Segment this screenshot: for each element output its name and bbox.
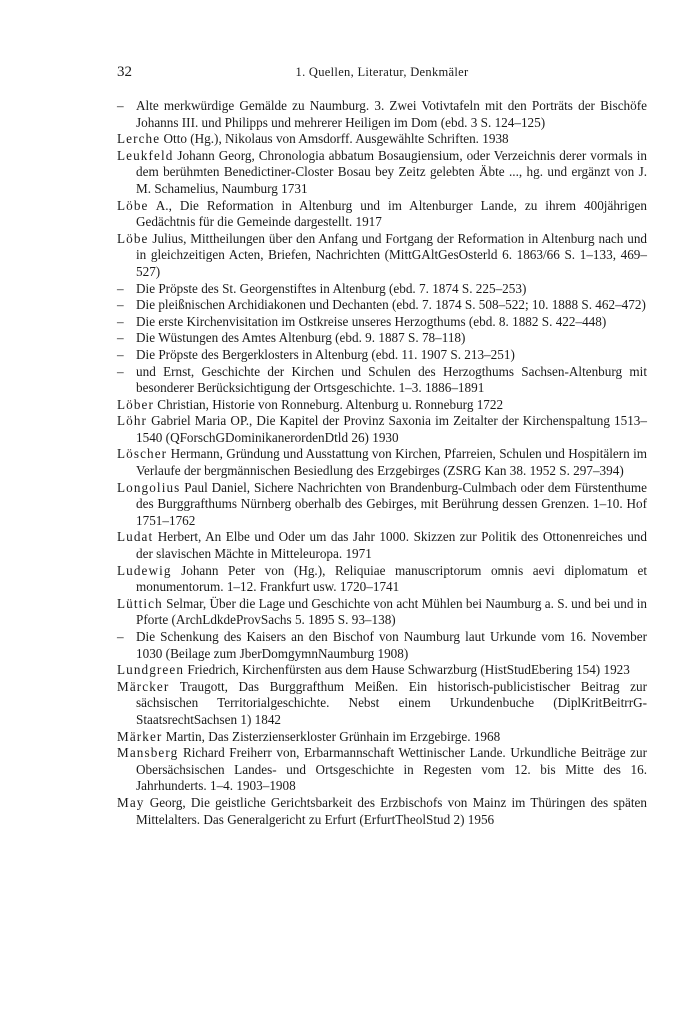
entry-author: Ludat xyxy=(117,529,154,545)
bibliography-entry xyxy=(117,364,647,397)
bibliography-entry xyxy=(117,397,647,414)
entry-author: Märker xyxy=(117,728,163,744)
entry-author: Löbe xyxy=(117,197,149,213)
bibliography-entry xyxy=(117,745,647,795)
bibliography-entry xyxy=(117,131,647,148)
entry-text: Gabriel Maria OP., Die Kapitel der Provinz Saxonia im Zeitalter der Kirchenspaltung 1513–1540 (QForschGDominikanerordenDtld 26) 1930 xyxy=(136,413,647,445)
bibliography-entry xyxy=(117,729,647,746)
bibliography-entry xyxy=(117,446,647,479)
entry-text: Johann Georg, Chronologia abbatum Bosaugiensium, oder Verzeichnis derer vormals in dem berühmten Benedictiner-Closter Bosau bey Zeitz gelebten Äbte ..., hg. und ergänzt von J. M. Schamelius, Naumburg 1731 xyxy=(136,147,648,196)
bibliography-entry xyxy=(117,347,647,364)
entry-text: Richard Freiherr von, Erbarmannschaft Wettinischer Lande. Urkundliche Beiträge zur Obersächsischen Landes- und Ortsgeschichte in Regesten vom 12. bis Mitte des 16. Jahrhunderts. 1–4. 1903–1908 xyxy=(136,745,647,794)
entry-text: Julius, Mittheilungen über den Anfang und Fortgang der Reformation in Altenburg nach und in gleichzeitigen Acten, Briefen, Nachrichten (MittGAltGesOsterld 6. 1863/66 S. 1–133, 469–527) xyxy=(136,230,648,279)
entry-text: und Ernst, Geschichte der Kirchen und Schulen des Herzogthums Sachsen-Altenburg mit besonderer Berücksichtigung der Ortsgeschichte. 1–3. 1886–1891 xyxy=(136,363,647,396)
entry-author: Longolius xyxy=(117,479,181,495)
bibliography-entry xyxy=(117,198,647,231)
entry-text: Die Wüstungen des Amtes Altenburg (ebd. 9. 1887 S. 78–118) xyxy=(136,330,466,346)
page-number: 32 xyxy=(117,64,132,80)
bibliography-entry xyxy=(117,662,647,679)
entry-author: Lundgreen xyxy=(117,662,185,678)
continuation-dash: – xyxy=(117,363,124,379)
continuation-dash: – xyxy=(117,313,124,329)
bibliography-entry xyxy=(117,679,647,729)
continuation-dash: – xyxy=(117,346,124,362)
entry-text: Traugott, Das Burggrafthum Meißen. Ein historisch-publicistischer Beitrag zur sächsischen Territorialgeschichte. Nebst einem Urkundenbuche (DiplKritBeitrrG-StaatsrechtSachsen 1) 1842 xyxy=(136,678,647,727)
bibliography-entry xyxy=(117,563,647,596)
entry-text: Otto (Hg.), Nikolaus von Amsdorff. Ausgewählte Schriften. 1938 xyxy=(163,131,509,147)
continuation-dash: – xyxy=(117,629,124,644)
bibliography-entry xyxy=(117,314,647,331)
entry-text: Georg, Die geistliche Gerichtsbarkeit des Erzbischofs von Mainz im Thüringen des späten Mittelalters. Das Generalgericht zu Erfurt (ErfurtTheolStud 2) 1956 xyxy=(136,794,647,827)
entry-author: Lerche xyxy=(117,131,161,147)
bibliography-entry xyxy=(117,231,647,281)
entry-author: Löhr xyxy=(117,413,148,429)
entry-text: Die erste Kirchenvisitation im Ostkreise unseres Herzogthums (ebd. 8. 1882 S. 422–448) xyxy=(136,313,607,329)
bibliography-entry xyxy=(117,413,647,446)
entry-author: May xyxy=(117,794,145,810)
continuation-dash: – xyxy=(117,98,124,113)
bibliography-entry xyxy=(117,330,647,347)
continuation-dash: – xyxy=(117,297,124,313)
entry-text: Die Pröpste des St. Georgenstiftes in Altenburg (ebd. 7. 1874 S. 225–253) xyxy=(136,280,527,296)
entry-author: Leukfeld xyxy=(117,147,174,163)
entry-text: Christian, Historie von Ronneburg. Altenburg u. Ronneburg 1722 xyxy=(157,396,504,412)
running-head: 1. Quellen, Literatur, Denkmäler xyxy=(295,65,469,79)
page-header xyxy=(117,64,647,84)
bibliography-list xyxy=(117,98,647,828)
bibliography-entry xyxy=(117,297,647,314)
bibliography-entry xyxy=(117,148,647,198)
bibliography-entry xyxy=(117,281,647,298)
entry-author: Ludewig xyxy=(117,562,172,578)
entry-text: Friedrich, Kirchenfürsten aus dem Hause Schwarzburg (HistStudEbering 154) 1923 xyxy=(187,662,630,678)
entry-author: Löbe xyxy=(117,230,149,246)
continuation-dash: – xyxy=(117,280,124,296)
entry-text: Hermann, Gründung und Ausstattung von Kirchen, Pfarreien, Schulen und Hospitälern im Verlaufe der bergmännischen Besiedlung des Erzgebirges (ZSRG Kan 38. 1952 S. 297–394) xyxy=(136,446,648,479)
bibliography-entry xyxy=(117,98,647,131)
entry-author: Mansberg xyxy=(117,745,179,761)
bibliography-entry xyxy=(117,629,647,662)
entry-author: Märcker xyxy=(117,678,170,694)
entry-text: Die Schenkung des Kaisers an den Bischof von Naumburg laut Urkunde vom 16. November 1030 (Beilage zum JberDomgymnNaumburg 1908) xyxy=(136,629,647,661)
entry-author: Löber xyxy=(117,396,154,412)
entry-text: Paul Daniel, Sichere Nachrichten von Brandenburg-Culmbach oder dem Fürstenthume des Burggrafthums Nürnberg oberhalb des Gebirges, mit Berührung dessen Grenzen. 1–10. Hof 1751–1762 xyxy=(136,479,648,528)
bibliography-entry xyxy=(117,480,647,530)
bibliography-entry xyxy=(117,596,647,629)
entry-text: Martin, Das Zisterzienserkloster Grünhain im Erzgebirge. 1968 xyxy=(165,728,501,744)
entry-author: Löscher xyxy=(117,446,168,462)
bibliography-entry xyxy=(117,529,647,562)
entry-text: A., Die Reformation in Altenburg und im Altenburger Lande, zu ihrem 400jährigen Gedächtnis für die Gemeinde dargestellt. 1917 xyxy=(136,197,648,230)
entry-text: Die pleißnischen Archidiakonen und Dechanten (ebd. 7. 1874 S. 508–522; 10. 1888 S. 462–472) xyxy=(136,297,646,313)
continuation-dash: – xyxy=(117,330,124,346)
entry-text: Herbert, An Elbe und Oder um das Jahr 1000. Skizzen zur Politik des Ottonenreiches und der slavischen Mächte in Mitteleuropa. 1971 xyxy=(136,529,647,562)
bibliography-entry xyxy=(117,795,647,828)
entry-text: Johann Peter von (Hg.), Reliquiae manuscriptorum omnis aevi diplomatum et monumentorum. 1–12. Frankfurt usw. 1720–1741 xyxy=(136,562,647,595)
entry-text: Die Pröpste des Bergerklosters in Altenburg (ebd. 11. 1907 S. 213–251) xyxy=(136,346,515,362)
entry-text: Selmar, Über die Lage und Geschichte von acht Mühlen bei Naumburg a. S. und bei und in Pforte (ArchLdkdeProvSachs 5. 1895 S. 93–138) xyxy=(136,595,648,628)
entry-text: Alte merkwürdige Gemälde zu Naumburg. 3. Zwei Votivtafeln mit den Porträts der Bischöfe Johanns III. und Philipps und mehrerer Heiligen im Dom (ebd. 3 S. 124–125) xyxy=(136,98,647,130)
entry-author: Lüttich xyxy=(117,595,163,611)
